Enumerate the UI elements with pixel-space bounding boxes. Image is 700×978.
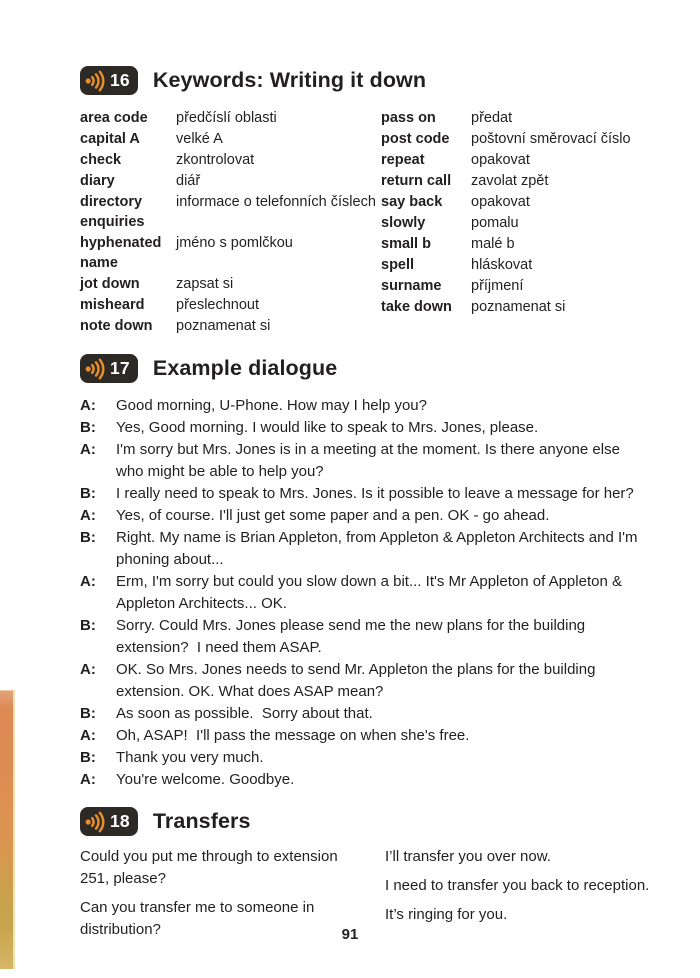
- keyword-term: return call: [381, 173, 452, 189]
- dialogue-text: Yes, Good morning. I would like to speak to Mrs. Jones, please.: [116, 419, 539, 436]
- sound-waves-icon: [84, 69, 109, 93]
- keyword-term: surname: [381, 278, 442, 294]
- keyword-term: directory enquiries: [80, 194, 145, 230]
- keywords-column-left: [80, 108, 381, 336]
- dialogue-text: Erm, I'm sorry but could you slow down a bit... It's Mr Appleton of Appleton & Appleton Architects... OK.: [116, 573, 626, 612]
- keyword-term: slowly: [381, 215, 426, 231]
- keyword-term: say back: [381, 194, 443, 210]
- keyword-translation: poštovní směrovací číslo: [471, 131, 631, 147]
- keyword-translation: hláskovat: [471, 257, 533, 273]
- keyword-translation: malé b: [471, 236, 515, 252]
- dialogue-text: I'm sorry but Mrs. Jones is in a meeting at the moment. Is there anyone else who might be able to help you?: [116, 441, 625, 480]
- dialogue-text: Yes, of course. I'll just get some paper and a pen. OK - go ahead.: [116, 507, 550, 524]
- keyword-term: diary: [80, 173, 115, 189]
- page-number: 91: [341, 926, 359, 943]
- keyword-term: note down: [80, 318, 153, 334]
- keyword-translation: opakovat: [471, 152, 530, 168]
- dialogue-text: Good morning, U-Phone. How may I help you?: [116, 397, 427, 414]
- keyword-translation: velké A: [176, 131, 223, 147]
- keyword-translation: zavolat zpět: [471, 173, 549, 189]
- keyword-translation: poznamenat si: [176, 318, 271, 334]
- sound-waves-icon: [84, 810, 109, 834]
- keyword-term: pass on: [381, 110, 436, 126]
- dialogue-speaker: A:: [80, 661, 96, 678]
- audio-track-badge-18: [80, 807, 138, 836]
- transfer-phrase: Can you transfer me to someone in distribution?: [80, 899, 315, 938]
- dialogue-speaker: B:: [80, 705, 96, 722]
- dialogue-speaker: A:: [80, 397, 96, 414]
- audio-track-badge-16: [80, 66, 138, 95]
- dialogue-text: Thank you very much.: [116, 749, 264, 766]
- dialogue-speaker: A:: [80, 573, 96, 590]
- transfer-phrase: Could you put me through to extension 251, please?: [80, 848, 338, 887]
- dialogue-text: I really need to speak to Mrs. Jones. Is it possible to leave a message for her?: [116, 485, 634, 502]
- keyword-translation: zkontrolovat: [176, 152, 255, 168]
- keyword-term: misheard: [80, 297, 145, 313]
- dialogue-speaker: A:: [80, 441, 96, 458]
- dialogue-text: OK. So Mrs. Jones needs to send Mr. Appleton the plans for the building extension. OK. What does ASAP mean?: [116, 661, 600, 700]
- section-title-transfers: Transfers: [152, 809, 251, 833]
- section-transfers-header: [80, 807, 650, 836]
- keyword-term: repeat: [381, 152, 425, 168]
- keyword-translation: předat: [471, 110, 513, 126]
- dialogue-text: You're welcome. Goodbye.: [116, 771, 295, 788]
- audio-track-badge-17: [80, 354, 138, 383]
- section-title-keywords: Keywords: Writing it down: [152, 68, 427, 92]
- sound-waves-icon: [84, 357, 109, 381]
- track-number: 17: [110, 358, 130, 378]
- dialogue-lines: [80, 395, 650, 791]
- keyword-translation: zapsat si: [176, 276, 234, 292]
- dialogue-speaker: B:: [80, 485, 96, 502]
- dialogue-speaker: A:: [80, 727, 96, 744]
- section-dialogue-header: [80, 354, 650, 383]
- page-content: [80, 66, 650, 948]
- keyword-term: take down: [381, 299, 452, 315]
- keyword-translation: poznamenat si: [471, 299, 566, 315]
- dialogue-text: As soon as possible. Sorry about that.: [116, 705, 373, 722]
- track-number: 16: [110, 70, 130, 90]
- dialogue-speaker: B:: [80, 617, 96, 634]
- section-title-dialogue: Example dialogue: [152, 356, 338, 380]
- keywords-column-right: [381, 108, 650, 336]
- keyword-translation: opakovat: [471, 194, 530, 210]
- keyword-translation: jméno s pomlčkou: [176, 235, 293, 251]
- track-number: 18: [110, 811, 130, 831]
- keywords-glossary: [80, 108, 650, 336]
- dialogue-text: Right. My name is Brian Appleton, from Appleton & Appleton Architects and I'm phoning about...: [116, 529, 642, 568]
- dialogue-speaker: A:: [80, 771, 96, 788]
- keyword-translation: příjmení: [471, 278, 524, 294]
- keyword-translation: pomalu: [471, 215, 519, 231]
- dialogue-text: Oh, ASAP! I'll pass the message on when she's free.: [116, 727, 470, 744]
- dialogue-speaker: B:: [80, 529, 96, 546]
- keyword-term: area code: [80, 110, 148, 126]
- keyword-translation: informace o telefonních číslech: [176, 194, 376, 210]
- keyword-term: small b: [381, 236, 431, 252]
- section-dialogue: [80, 354, 650, 791]
- dialogue-speaker: B:: [80, 419, 96, 436]
- transfer-phrase: It’s ringing for you.: [385, 906, 508, 923]
- transfer-phrase: I need to transfer you back to reception.: [385, 877, 650, 894]
- dialogue-speaker: A:: [80, 507, 96, 524]
- keyword-translation: diář: [176, 173, 201, 189]
- keyword-term: capital A: [80, 131, 140, 147]
- transfer-phrase: I’ll transfer you over now.: [385, 848, 551, 865]
- keyword-term: spell: [381, 257, 415, 273]
- keyword-term: jot down: [80, 276, 140, 292]
- dialogue-text: Sorry. Could Mrs. Jones please send me the new plans for the building extension? I need them ASAP.: [116, 617, 590, 656]
- section-keywords-header: [80, 66, 650, 95]
- keyword-translation: přeslechnout: [176, 297, 260, 313]
- keyword-term: hyphenated name: [80, 235, 162, 271]
- keyword-translation: předčíslí oblasti: [176, 110, 277, 126]
- dialogue-speaker: B:: [80, 749, 96, 766]
- keyword-term: check: [80, 152, 122, 168]
- keyword-term: post code: [381, 131, 450, 147]
